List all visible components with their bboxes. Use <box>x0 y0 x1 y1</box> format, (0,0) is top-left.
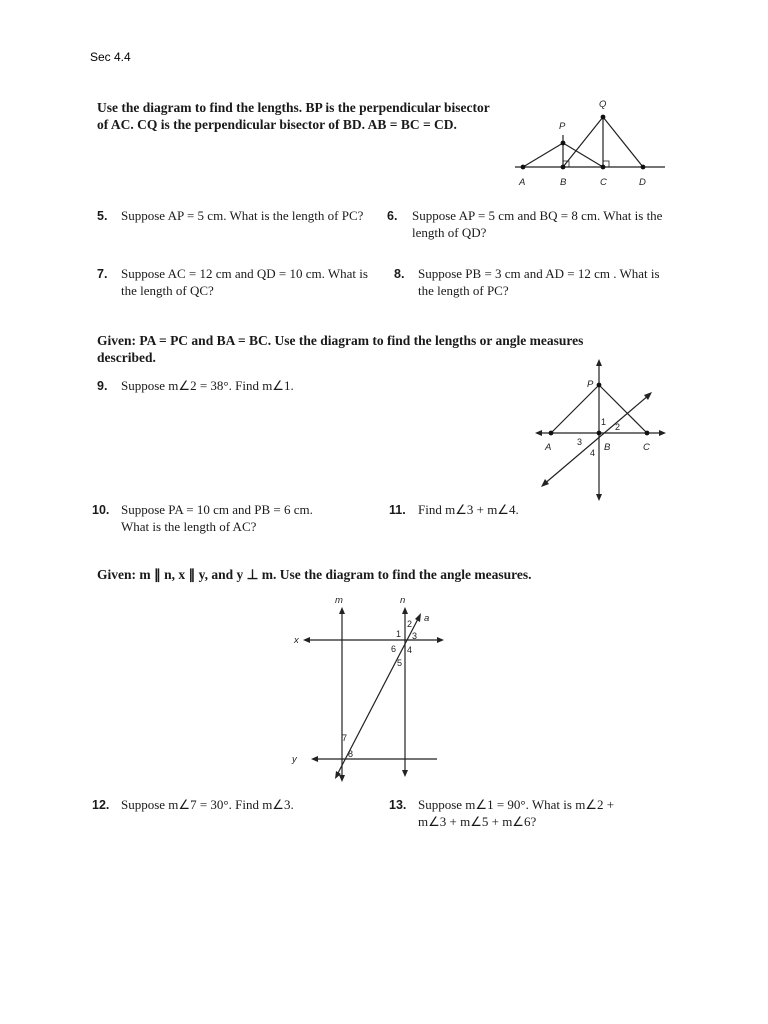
angle-label-8: 8 <box>348 749 354 759</box>
angle-label-3: 3 <box>577 437 583 447</box>
problem-5-text: Suppose AP = 5 cm. What is the length of PC? <box>121 208 364 223</box>
line-label-m: m <box>335 595 343 606</box>
problem-6-text: Suppose AP = 5 cm and BQ = 8 cm. What is the length of QD? <box>412 208 663 240</box>
bisector-diagram-1 <box>505 95 675 190</box>
angle-label-7: 7 <box>342 733 348 743</box>
angle-label-1: 1 <box>601 417 607 427</box>
line-label-n: n <box>400 595 406 606</box>
point-label-b: B <box>560 177 567 188</box>
problem-8-number: 8. <box>394 267 405 281</box>
angle-label-4: 4 <box>407 645 413 655</box>
problem-11-text: Find m∠3 + m∠4. <box>418 502 519 517</box>
point-label-p: P <box>559 121 566 132</box>
problem-11-number: 11. <box>389 503 406 517</box>
problem-9-number: 9. <box>97 379 108 393</box>
problem-12-text: Suppose m∠7 = 30°. Find m∠3. <box>121 797 294 812</box>
point-label-d: D <box>639 177 646 188</box>
angle-label-2: 2 <box>615 422 621 432</box>
point-label-c: C <box>643 442 650 453</box>
point-label-b: B <box>604 442 611 453</box>
angle-label-2: 2 <box>407 619 413 629</box>
point-label-p: P <box>587 379 594 390</box>
bisector-diagram-2 <box>535 355 670 505</box>
problem-8-text: Suppose PB = 3 cm and AD = 12 cm . What is the length of PC? <box>418 266 660 298</box>
angle-label-3: 3 <box>412 631 418 641</box>
problem-13-text: Suppose m∠1 = 90°. What is m∠2 + m∠3 + m∠5 + m∠6? <box>418 797 615 829</box>
problem-9-text: Suppose m∠2 = 38°. Find m∠1. <box>121 378 294 393</box>
part1-instructions: Use the diagram to find the lengths. BP is the perpendicular bisector of AC. CQ is the perpendicular bisector of BD. AB = BC = CD. <box>97 100 490 132</box>
problem-10-number: 10. <box>92 503 110 517</box>
point-label-c: C <box>600 177 607 188</box>
part3-instructions: Given: m ∥ n, x ∥ y, and y ⊥ m. Use the diagram to find the angle measures. <box>97 567 532 582</box>
problem-10-text: Suppose PA = 10 cm and PB = 6 cm. What is the length of AC? <box>121 502 313 534</box>
problem-5-number: 5. <box>97 209 108 223</box>
problem-7-text: Suppose AC = 12 cm and QD = 10 cm. What is the length of QC? <box>121 266 368 298</box>
line-label-y: y <box>292 754 297 765</box>
point-label-a: A <box>519 177 526 188</box>
part2-instructions: Given: PA = PC and BA = BC. Use the diagram to find the lengths or angle measures described. <box>97 333 584 365</box>
angle-label-1: 1 <box>396 629 402 639</box>
point-label-a: A <box>545 442 552 453</box>
parallel-lines-diagram <box>285 593 445 783</box>
angle-label-6: 6 <box>391 644 397 654</box>
line-label-x: x <box>294 635 299 646</box>
angle-label-5: 5 <box>397 658 403 668</box>
angle-label-4: 4 <box>590 448 596 458</box>
problem-12-number: 12. <box>92 798 110 812</box>
problem-7-number: 7. <box>97 267 108 281</box>
point-label-q: Q <box>599 99 607 110</box>
problem-6-number: 6. <box>387 209 398 223</box>
line-label-a: a <box>424 613 430 624</box>
problem-13-number: 13. <box>389 798 407 812</box>
section-header: Sec 4.4 <box>90 50 131 64</box>
